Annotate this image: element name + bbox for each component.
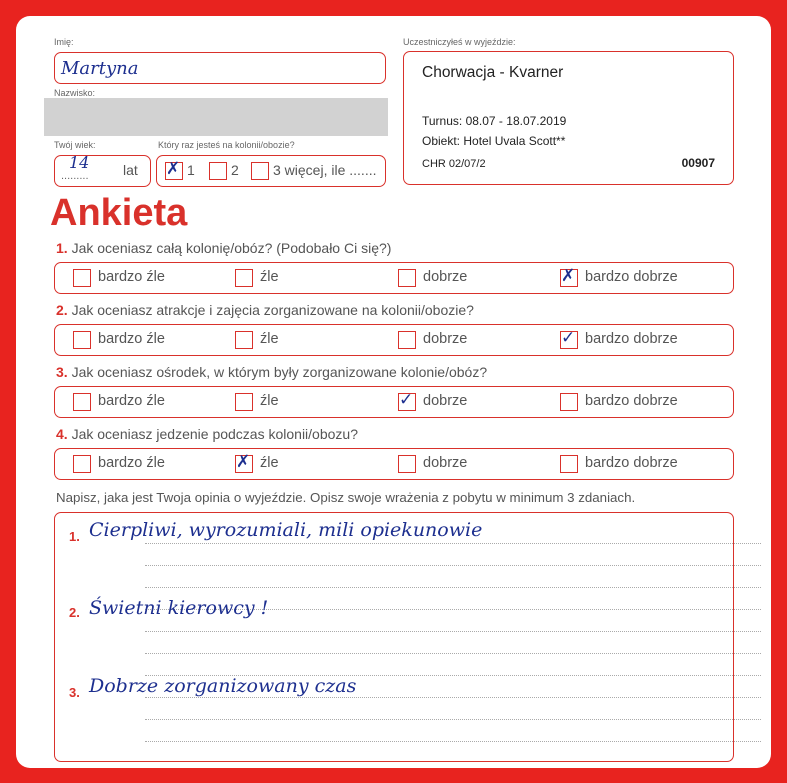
option-label: dobrze	[423, 269, 468, 285]
opinion-num-1: 1.	[69, 529, 80, 544]
q3-mark: ✓	[399, 390, 414, 410]
q2-checkbox-zle[interactable]	[235, 331, 253, 349]
q3-checkbox-dobrze[interactable]	[398, 390, 416, 411]
opinion-prompt: Napisz, jaka jest Twoja opinia o wyjeździe. Opisz swoje wrażenia z pobytu w minimum 3 zdaniach.	[56, 490, 636, 505]
question-text: Jak oceniasz jedzenie podczas kolonii/obozu?	[71, 426, 358, 442]
times-opt3: 3 więcej, ile .......	[273, 162, 377, 178]
answer-row-3	[54, 386, 734, 418]
answer-row-2	[54, 324, 734, 356]
q2-mark: ✓	[561, 328, 576, 348]
opinion-answer-2: Świetni kierowcy !	[89, 597, 269, 619]
trip-code: CHR 02/07/2	[422, 158, 486, 170]
q1-checkbox-bardzo-dobrze[interactable]	[560, 266, 578, 287]
q1-mark: ✗	[561, 266, 576, 286]
trip-obiekt: Obiekt: Hotel Uvala Scott**	[422, 134, 566, 148]
opinion-num-2: 2.	[69, 605, 80, 620]
option-label: bardzo źle	[98, 393, 165, 409]
times-field	[156, 155, 386, 187]
option-label: bardzo źle	[98, 455, 165, 471]
times-checkbox-1[interactable]	[165, 159, 183, 180]
trip-label: Uczestniczyłeś w wyjeździe:	[403, 37, 516, 47]
q4-checkbox-bardzo-zle[interactable]	[73, 455, 91, 473]
question-number: 2.	[56, 302, 68, 318]
writing-line	[145, 587, 761, 588]
q3-checkbox-bardzo-zle[interactable]	[73, 393, 91, 411]
opinion-box[interactable]	[54, 512, 734, 762]
option-label: dobrze	[423, 455, 468, 471]
option-label: źle	[260, 331, 279, 347]
opinion-answer-3: Dobrze zorganizowany czas	[89, 675, 357, 697]
q3-checkbox-zle[interactable]	[235, 393, 253, 411]
writing-line	[145, 653, 761, 654]
question-1	[56, 240, 391, 256]
option-label: bardzo dobrze	[585, 269, 678, 285]
surname-redacted	[44, 98, 388, 136]
option-label: bardzo źle	[98, 331, 165, 347]
writing-line	[145, 697, 761, 698]
trip-info-box	[403, 51, 734, 185]
q4-mark: ✗	[236, 452, 251, 472]
writing-line	[145, 631, 761, 632]
option-label: bardzo dobrze	[585, 455, 678, 471]
question-text: Jak oceniasz atrakcje i zajęcia zorganizowane na kolonii/obozie?	[71, 302, 474, 318]
question-number: 4.	[56, 426, 68, 442]
name-value: Martyna	[61, 58, 139, 79]
opinion-num-3: 3.	[69, 685, 80, 700]
answer-row-4	[54, 448, 734, 480]
age-dots: .........	[61, 170, 89, 182]
question-3	[56, 364, 487, 380]
times-checkbox-3[interactable]	[251, 162, 269, 180]
answer-row-1	[54, 262, 734, 294]
question-number: 1.	[56, 240, 68, 256]
question-number: 3.	[56, 364, 68, 380]
question-4	[56, 426, 358, 442]
opinion-answer-1: Cierpliwi, wyrozumiali, mili opiekunowie	[89, 519, 483, 541]
times-opt1: 1	[187, 162, 195, 178]
age-unit: lat	[123, 162, 138, 178]
option-label: dobrze	[423, 393, 468, 409]
question-text: Jak oceniasz całą kolonię/obóz? (Podobało Ci się?)	[71, 240, 392, 256]
q1-checkbox-bardzo-zle[interactable]	[73, 269, 91, 287]
q4-checkbox-bardzo-dobrze[interactable]	[560, 455, 578, 473]
writing-line	[145, 741, 761, 742]
age-label: Twój wiek:	[54, 140, 96, 150]
age-value: 14	[69, 153, 90, 172]
times-checkbox-2[interactable]	[209, 162, 227, 180]
writing-line	[145, 719, 761, 720]
survey-title: Ankieta	[50, 192, 188, 234]
writing-line	[145, 543, 761, 544]
q4-checkbox-dobrze[interactable]	[398, 455, 416, 473]
q1-checkbox-zle[interactable]	[235, 269, 253, 287]
q2-checkbox-bardzo-zle[interactable]	[73, 331, 91, 349]
q2-checkbox-dobrze[interactable]	[398, 331, 416, 349]
option-label: dobrze	[423, 331, 468, 347]
times-label: Który raz jesteś na kolonii/obozie?	[158, 140, 295, 150]
option-label: bardzo dobrze	[585, 331, 678, 347]
age-field[interactable]	[54, 155, 151, 187]
trip-destination: Chorwacja - Kvarner	[422, 64, 564, 81]
option-label: bardzo dobrze	[585, 393, 678, 409]
times-opt2: 2	[231, 162, 239, 178]
q2-checkbox-bardzo-dobrze[interactable]	[560, 328, 578, 349]
q3-checkbox-bardzo-dobrze[interactable]	[560, 393, 578, 411]
question-2	[56, 302, 474, 318]
option-label: źle	[260, 393, 279, 409]
writing-line	[145, 565, 761, 566]
q4-checkbox-zle[interactable]	[235, 452, 253, 473]
times-mark: ✗	[166, 159, 181, 179]
name-field[interactable]	[54, 52, 386, 84]
surname-label: Nazwisko:	[54, 88, 96, 98]
survey-sheet	[16, 16, 771, 768]
trip-turnus: Turnus: 08.07 - 18.07.2019	[422, 114, 567, 128]
q1-checkbox-dobrze[interactable]	[398, 269, 416, 287]
option-label: źle	[260, 455, 279, 471]
option-label: źle	[260, 269, 279, 285]
name-label: Imię:	[54, 37, 74, 47]
option-label: bardzo źle	[98, 269, 165, 285]
question-text: Jak oceniasz ośrodek, w którym były zorganizowane kolonie/obóz?	[71, 364, 488, 380]
trip-number: 00907	[681, 156, 715, 170]
